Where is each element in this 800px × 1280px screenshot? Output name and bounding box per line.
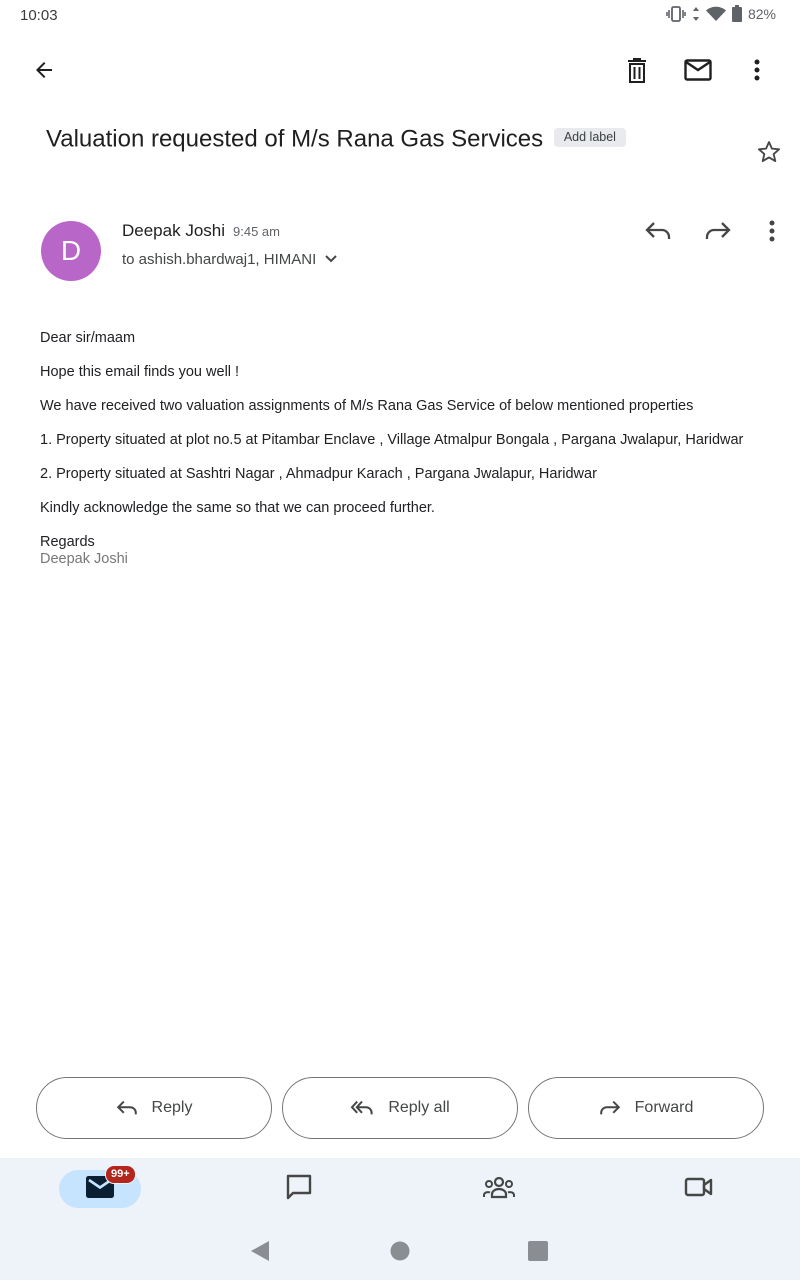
body-line: 1. Property situated at plot no.5 at Pitambar Enclave , Village Atmalpur Bongala , Pargana Jwalapur, Haridwar <box>40 432 744 448</box>
more-options-button[interactable] <box>735 48 779 92</box>
forward-icon <box>599 1100 621 1116</box>
status-time: 10:03 <box>20 7 58 24</box>
system-back-button[interactable] <box>245 1238 275 1268</box>
more-vert-icon <box>769 220 775 242</box>
email-subject <box>46 122 746 157</box>
sender-avatar[interactable]: D <box>41 221 101 281</box>
reply-button[interactable] <box>36 1077 272 1139</box>
recipients-text: to ashish.bhardwaj1, HIMANI <box>122 251 317 268</box>
mail-unread-badge: 99+ <box>105 1165 136 1184</box>
forward-icon-button[interactable] <box>696 209 740 253</box>
nav-mail[interactable] <box>59 1170 141 1208</box>
body-signature: Deepak Joshi <box>40 551 128 567</box>
chat-icon <box>285 1173 313 1206</box>
star-icon <box>756 139 782 165</box>
subject-text: Valuation requested of M/s Rana Gas Services <box>46 125 544 153</box>
body-greeting: Dear sir/maam <box>40 330 136 346</box>
status-icons <box>666 5 776 22</box>
nav-spaces[interactable] <box>458 1170 540 1208</box>
nav-meet[interactable] <box>658 1170 740 1208</box>
spaces-icon <box>483 1175 515 1204</box>
body-line: 2. Property situated at Sashtri Nagar , Ahmadpur Karach , Pargana Jwalapur, Haridwar <box>40 466 597 482</box>
forward-icon <box>705 221 731 241</box>
mark-unread-button[interactable] <box>676 48 720 92</box>
more-vert-icon <box>754 59 760 81</box>
reply-all-button[interactable] <box>282 1077 518 1139</box>
wifi-icon <box>706 6 726 22</box>
reply-all-label: Reply all <box>388 1099 450 1116</box>
battery-percent: 82% <box>747 5 776 22</box>
delete-button[interactable] <box>615 48 659 92</box>
body-line: Kindly acknowledge the same so that we can proceed further. <box>40 500 435 516</box>
data-arrows-icon <box>692 6 700 22</box>
status-bar <box>0 0 800 32</box>
reply-icon <box>645 221 671 241</box>
mark-unread-icon <box>684 59 712 81</box>
body-line: We have received two valuation assignments of M/s Rana Gas Service of below mentioned properties <box>40 398 694 414</box>
back-arrow-icon <box>32 58 56 82</box>
reply-icon <box>116 1100 138 1116</box>
bottom-navigation <box>0 1158 800 1230</box>
top-toolbar <box>0 40 800 100</box>
sender-name[interactable]: Deepak Joshi <box>122 221 226 240</box>
nav-chat[interactable] <box>258 1170 340 1208</box>
sent-time: 9:45 am <box>233 224 280 239</box>
body-closing: Regards <box>40 534 95 550</box>
delete-icon <box>625 57 649 83</box>
reply-label: Reply <box>151 1099 193 1116</box>
system-home-button[interactable] <box>385 1238 415 1268</box>
recipients-toggle[interactable] <box>122 251 338 268</box>
meet-icon <box>684 1176 714 1203</box>
system-navigation-bar <box>0 1230 800 1280</box>
square-recents-icon <box>528 1241 548 1266</box>
back-button[interactable] <box>22 48 66 92</box>
forward-button[interactable] <box>528 1077 764 1139</box>
vibrate-icon <box>666 6 686 22</box>
triangle-back-icon <box>249 1240 271 1267</box>
chevron-down-icon <box>316 251 338 268</box>
email-body <box>40 330 770 568</box>
battery-icon <box>732 5 742 22</box>
forward-label: Forward <box>634 1099 694 1116</box>
reply-all-icon <box>350 1100 374 1116</box>
system-recents-button[interactable] <box>523 1238 553 1268</box>
body-line: Hope this email finds you well ! <box>40 364 240 380</box>
add-label-chip[interactable]: Add label <box>554 128 626 147</box>
star-button[interactable] <box>747 130 791 174</box>
reply-icon-button[interactable] <box>636 209 680 253</box>
message-more-button[interactable] <box>750 209 794 253</box>
circle-home-icon <box>390 1241 410 1266</box>
